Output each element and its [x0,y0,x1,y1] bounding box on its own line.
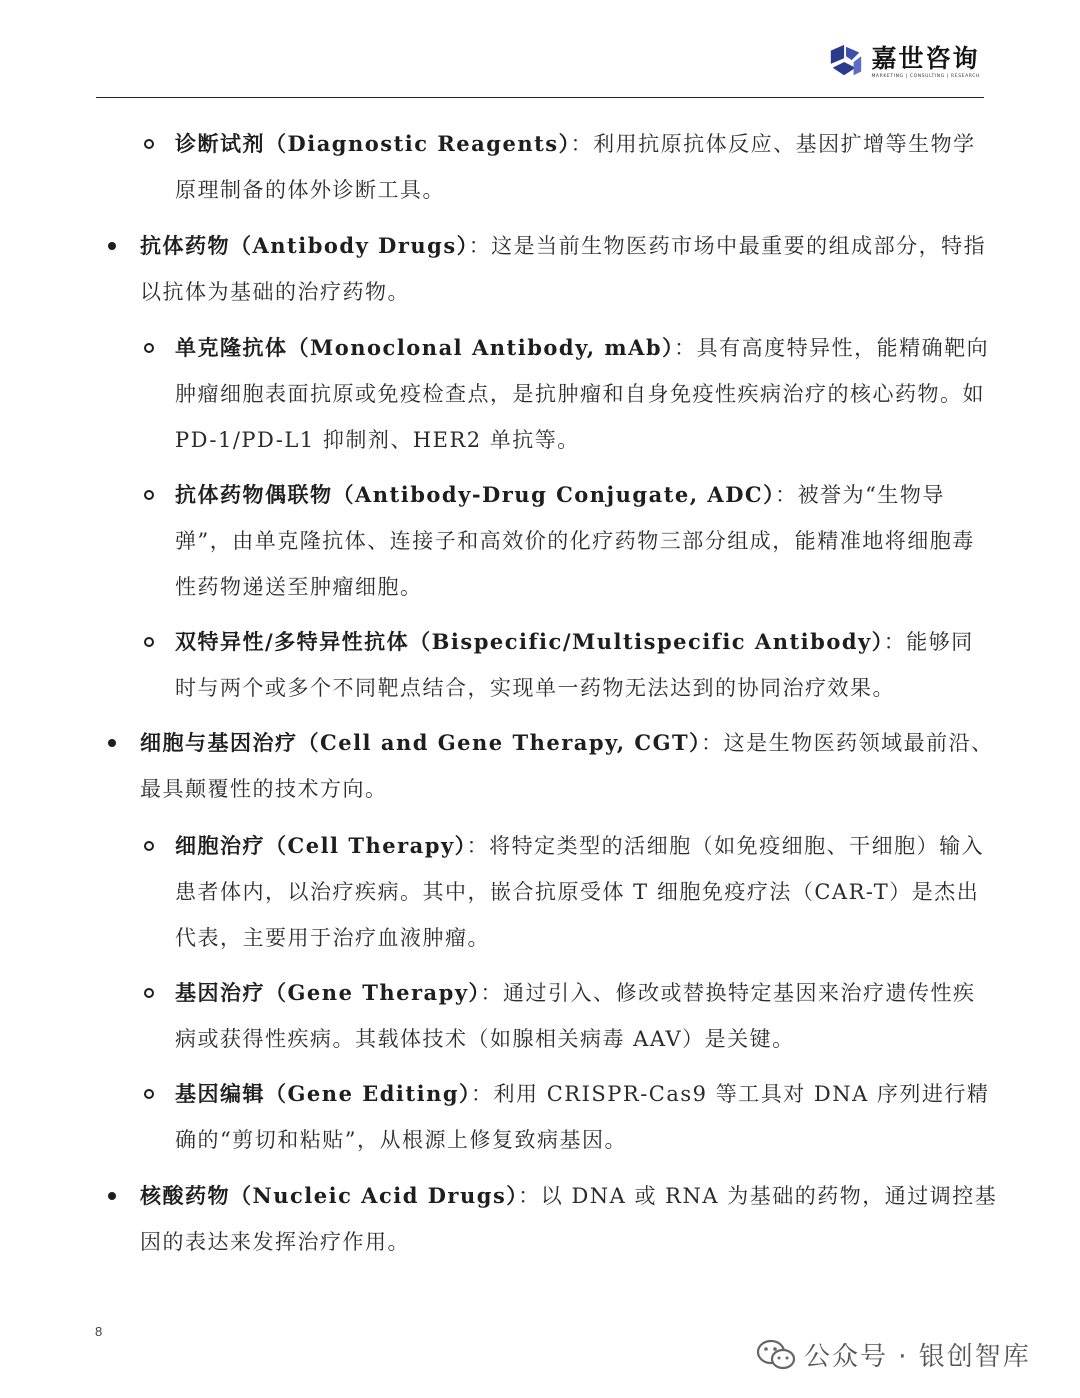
list-item [175,970,995,1062]
watermark-text: 公众号 · 银创智库 [804,1342,1031,1372]
hollow-bullet-icon [144,988,154,998]
company-logo [827,42,980,82]
hollow-bullet-icon [144,637,154,647]
logo-mark-icon [827,42,865,82]
item-text: ：能够同时与两个或多个不同靶点结合，实现单一药物无法达到的协同治疗效果。 [175,630,974,700]
item-text: ：利用抗原抗体反应、基因扩增等生物学原理制备的体外诊断工具。 [175,132,976,202]
hollow-bullet-icon [144,139,154,149]
logo-tagline: MARKETING | CONSULTING | RESEARCH [871,73,980,79]
solid-bullet-icon [108,739,116,747]
item-term: 细胞与基因治疗（Cell and Gene Therapy, CGT） [140,730,702,755]
item-text: ：具有高度特异性，能精确靶向肿瘤细胞表面抗原或免疫检查点，是抗肿瘤和自身免疫性疾病治疗的核心药物。如 PD-1/PD-L1 抑制剂、HER2 单抗等。 [175,336,990,452]
list-item [175,121,995,213]
item-term: 基因编辑（Gene Editing） [175,1081,472,1106]
list-item [175,472,995,610]
item-term: 单克隆抗体（Monoclonal Antibody, mAb） [175,335,675,360]
item-term: 抗体药物偶联物（Antibody-Drug Conjugate, ADC） [175,482,776,507]
wechat-icon [756,1338,796,1372]
solid-bullet-icon [108,1192,116,1200]
page-header [96,0,984,98]
item-text: ：将特定类型的活细胞（如免疫细胞、干细胞）输入患者体内，以治疗疾病。其中，嵌合抗原受体 T 细胞免疫疗法（CAR-T）是杰出代表，主要用于治疗血液肿瘤。 [175,834,985,950]
list-item [140,223,1000,315]
item-text: ：被誉为“生物导弹”，由单克隆抗体、连接子和高效价的化疗药物三部分组成，能精准地将细胞毒性药物递送至肿瘤细胞。 [175,483,975,599]
item-term: 细胞治疗（Cell Therapy） [175,833,467,858]
logo-chinese-name: 嘉世咨询 [871,43,980,73]
item-term: 双特异性/多特异性抗体（Bispecific/Multispecific Antibody） [175,629,884,654]
item-text: ：利用 CRISPR-Cas9 等工具对 DNA 序列进行精确的“剪切和粘贴”，从根源上修复致病基因。 [175,1082,990,1152]
hollow-bullet-icon [144,1089,154,1099]
page-number: 8 [95,1324,103,1339]
solid-bullet-icon [108,242,116,250]
list-item [175,619,995,711]
hollow-bullet-icon [144,490,154,500]
item-term: 核酸药物（Nucleic Acid Drugs） [140,1183,519,1208]
hollow-bullet-icon [144,841,154,851]
hollow-bullet-icon [144,343,154,353]
list-item [175,325,995,463]
list-item [140,720,1000,812]
item-term: 基因治疗（Gene Therapy） [175,980,481,1005]
watermark [756,1336,1031,1373]
list-item [175,1071,995,1163]
item-text: ：这是生物医药领域最前沿、最具颠覆性的技术方向。 [140,731,994,801]
item-term: 诊断试剂（Diagnostic Reagents） [175,131,571,156]
list-item [175,823,995,961]
list-item [140,1173,1000,1265]
item-term: 抗体药物（Antibody Drugs） [140,233,469,258]
item-text: ：通过引入、修改或替换特定基因来治疗遗传性疾病或获得性疾病。其载体技术（如腺相关病毒 AAV）是关键。 [175,981,976,1051]
item-text: ：这是当前生物医药市场中最重要的组成部分，特指以抗体为基础的治疗药物。 [140,234,987,304]
item-text: ：以 DNA 或 RNA 为基础的药物，通过调控基因的表达来发挥治疗作用。 [140,1184,998,1254]
